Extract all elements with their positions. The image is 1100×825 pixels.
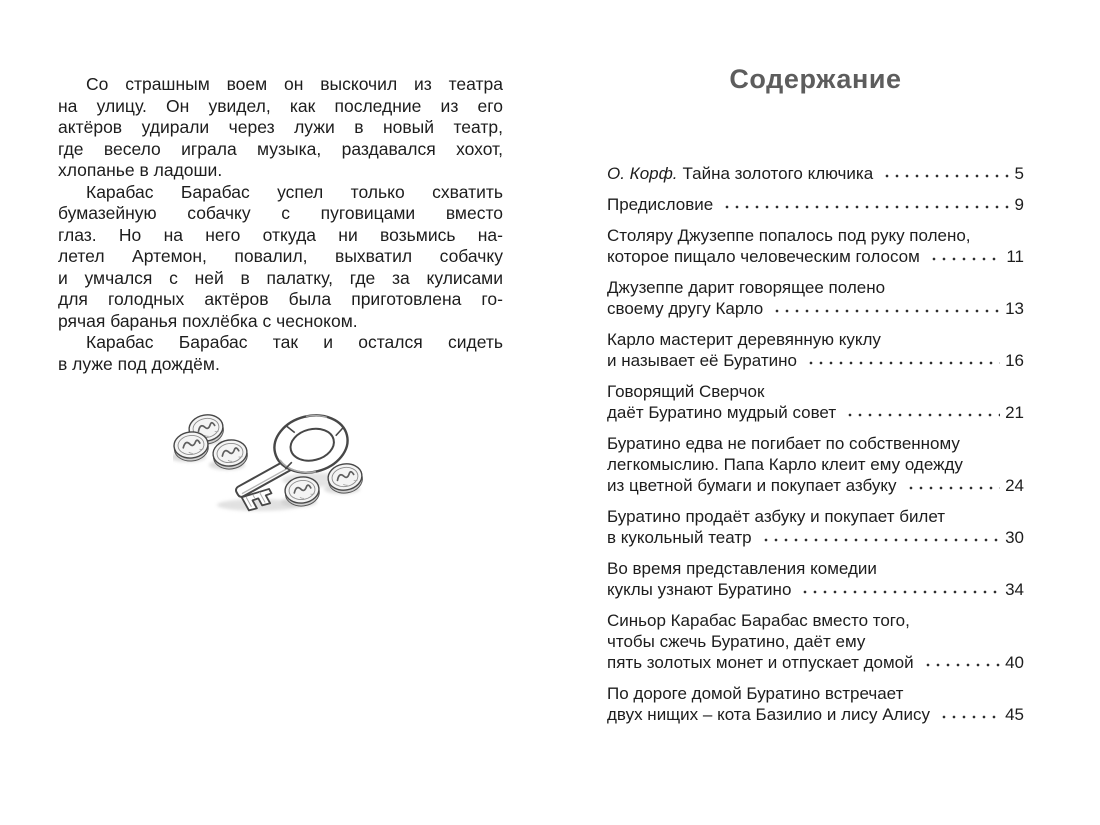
right-page bbox=[550, 0, 1100, 825]
toc-title-text: Синьор Карабас Барабас вместо того, bbox=[607, 611, 910, 630]
toc-page-number: 21 bbox=[1005, 403, 1024, 422]
toc-entry-line bbox=[607, 506, 1024, 527]
toc-entry-line bbox=[607, 381, 1024, 402]
text-line: хлопанье в ладоши. bbox=[58, 160, 223, 180]
toc-page-number: 9 bbox=[1014, 195, 1024, 214]
toc-page-number: 40 bbox=[1005, 653, 1024, 672]
toc-entry-line bbox=[607, 631, 1024, 652]
toc-page-number: 16 bbox=[1005, 351, 1024, 370]
toc-dot-leader bbox=[759, 531, 1001, 543]
toc-dot-leader bbox=[880, 167, 1009, 179]
toc-entry bbox=[607, 163, 1024, 184]
toc-dot-leader bbox=[843, 406, 1000, 418]
toc-entry bbox=[607, 433, 1024, 496]
toc-entry-line bbox=[607, 163, 1024, 184]
toc-page-number: 13 bbox=[1005, 299, 1024, 318]
toc-entry-line bbox=[607, 225, 1024, 246]
toc-entry-line bbox=[607, 329, 1024, 350]
toc-title-text: и называет её Буратино bbox=[607, 351, 797, 370]
toc-title-text: двух нищих – кота Базилио и лису Алису bbox=[607, 705, 930, 724]
toc-entry bbox=[607, 610, 1024, 673]
toc-title-text: Говорящий Сверчок bbox=[607, 382, 765, 401]
text-line: рячая баранья похлёбка с чесноком. bbox=[58, 310, 358, 331]
toc-author: О. Корф. bbox=[607, 164, 678, 183]
toc-title-text: Карло мастерит деревянную куклу bbox=[607, 330, 881, 349]
toc-title-text: своему другу Карло bbox=[607, 299, 764, 318]
toc-dot-leader bbox=[720, 198, 1009, 210]
toc-entry-line bbox=[607, 298, 1024, 319]
toc-entry-line bbox=[607, 350, 1024, 371]
toc-page-number: 24 bbox=[1005, 476, 1024, 495]
toc-entry-line bbox=[607, 433, 1024, 454]
toc-dot-leader bbox=[937, 708, 1000, 720]
toc-entry bbox=[607, 506, 1024, 548]
toc-title-text: Предисловие bbox=[607, 195, 714, 214]
toc-entry-line bbox=[607, 704, 1024, 725]
toc-title-text: куклы узнают Буратино bbox=[607, 580, 792, 599]
toc-entry-line bbox=[607, 527, 1024, 548]
toc-title-text: которое пищало человеческим голосом bbox=[607, 247, 920, 266]
key-and-coins-illustration bbox=[173, 392, 377, 514]
toc-dot-leader bbox=[798, 583, 1000, 595]
toc-dot-leader bbox=[927, 250, 1002, 262]
toc-entry bbox=[607, 558, 1024, 600]
toc-title-text: пять золотых монет и отпускает домой bbox=[607, 653, 914, 672]
text-line: для голодных актёров была приготовлена го- bbox=[58, 289, 503, 309]
text-line: бумазейную собачку с пуговицами вместо bbox=[58, 203, 503, 223]
toc-entry bbox=[607, 329, 1024, 371]
toc-title-text: Буратино едва не погибает по собственному bbox=[607, 434, 960, 453]
toc-entry bbox=[607, 194, 1024, 215]
toc-dot-leader bbox=[770, 302, 1000, 314]
toc-page-number: 30 bbox=[1005, 528, 1024, 547]
toc-title-text: По дороге домой Буратино встречает bbox=[607, 684, 904, 703]
toc-entry-line bbox=[607, 454, 1024, 475]
paragraph bbox=[58, 182, 503, 333]
toc-entry-line bbox=[607, 652, 1024, 673]
toc-title-text: в кукольный театр bbox=[607, 528, 752, 547]
text-line: и умчался с ней в палатку, где за кулисами bbox=[58, 267, 503, 288]
toc-entry-line bbox=[607, 683, 1024, 704]
text-line: Карабас Барабас так и остался сидеть bbox=[86, 332, 503, 352]
toc-dot-leader bbox=[804, 354, 1000, 366]
toc-title-text: Во время представления комедии bbox=[607, 559, 877, 578]
toc-page-number: 34 bbox=[1005, 580, 1024, 599]
toc-entry-line bbox=[607, 475, 1024, 496]
toc-page-number: 11 bbox=[1006, 247, 1024, 266]
toc-dot-leader bbox=[921, 656, 1000, 668]
text-line: глаз. Но на него откуда ни возьмись на- bbox=[58, 224, 503, 245]
toc-page-number: 45 bbox=[1005, 705, 1024, 724]
story-text bbox=[58, 74, 503, 375]
paragraph bbox=[58, 332, 503, 375]
text-line: в луже под дождём. bbox=[58, 353, 220, 374]
toc-title-text: Столяру Джузеппе попалось под руку полено, bbox=[607, 226, 971, 245]
toc-entry bbox=[607, 381, 1024, 423]
toc-entry-line bbox=[607, 610, 1024, 631]
toc-entry-line bbox=[607, 277, 1024, 298]
text-line: где весело играла музыка, раздавался хохот, bbox=[58, 138, 503, 159]
toc-title-text: Тайна золотого ключика bbox=[682, 164, 874, 183]
toc-entry-line bbox=[607, 579, 1024, 600]
toc-title-text: из цветной бумаги и покупает азбуку bbox=[607, 476, 897, 495]
toc-dot-leader bbox=[904, 479, 1001, 491]
text-line: на улицу. Он увидел, как последние из его bbox=[58, 95, 503, 116]
text-line: летел Артемон, повалил, выхватил собачку bbox=[58, 246, 503, 266]
toc-entry-line bbox=[607, 194, 1024, 215]
text-line: актёров удирали через лужи в новый театр, bbox=[58, 117, 503, 137]
toc-entry bbox=[607, 683, 1024, 725]
toc-title-text: легкомыслию. Папа Карло клеит ему одежду bbox=[607, 455, 963, 474]
toc-title-text: даёт Буратино мудрый совет bbox=[607, 403, 837, 422]
toc-title-text: Буратино продаёт азбуку и покупает билет bbox=[607, 507, 946, 526]
toc-entry-line bbox=[607, 246, 1024, 267]
text-line: Карабас Барабас успел только схватить bbox=[86, 181, 503, 202]
toc-heading: Содержание bbox=[729, 64, 902, 94]
toc-list bbox=[607, 163, 1024, 735]
toc-page-number: 5 bbox=[1014, 164, 1024, 183]
toc-title-text: чтобы сжечь Буратино, даёт ему bbox=[607, 632, 866, 651]
toc-entry-line bbox=[607, 558, 1024, 579]
toc-title-text: Джузеппе дарит говорящее полено bbox=[607, 278, 886, 297]
toc-entry bbox=[607, 277, 1024, 319]
paragraph bbox=[58, 74, 503, 182]
toc-entry-line bbox=[607, 402, 1024, 423]
toc-entry bbox=[607, 225, 1024, 267]
text-line: Со страшным воем он выскочил из театра bbox=[86, 74, 503, 94]
